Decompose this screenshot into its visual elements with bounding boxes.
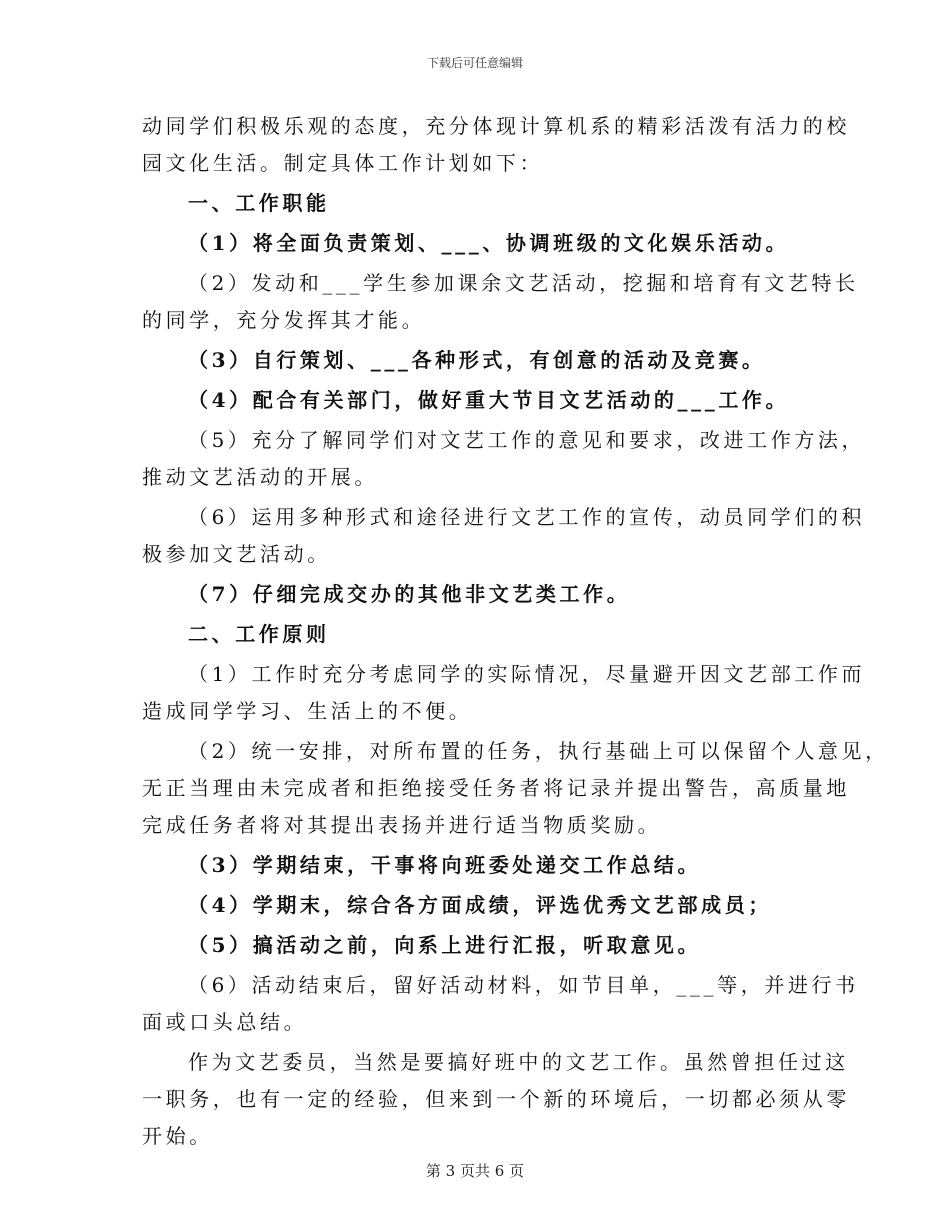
paragraph: [142, 382, 822, 419]
text-line: （2）发动和___学生参加课余文艺活动，挖掘和培育有文艺特长: [188, 271, 859, 295]
text-line: （4）学期末，综合各方面成绩，评选优秀文艺部成员；: [188, 893, 772, 917]
text-line: （3）自行策划、___各种形式，有创意的活动及竞赛。: [188, 348, 766, 372]
page-number: 第 3 页共 6 页: [425, 1162, 525, 1180]
text-line: 无正当理由未完成者和拒绝接受任务者将记录并提出警告，高质量地: [142, 776, 850, 800]
text-line: 园文化生活。制定具体工作计划如下：: [142, 151, 544, 175]
text-line: 极参加文艺活动。: [142, 542, 331, 566]
text-line: 完成任务者将对其提出表扬并进行适当物质奖励。: [142, 813, 662, 837]
text-line: （2）统一安排，对所布置的任务，执行基础上可以保留个人意见，: [188, 739, 889, 763]
page-header: 下载后可任意编辑: [426, 56, 523, 70]
paragraph: [142, 576, 822, 613]
text-line: （6）活动结束后，留好活动材料，如节目单，___等，并进行书: [188, 973, 859, 997]
text-line: （5）搞活动之前，向系上进行汇报，听取意见。: [188, 933, 702, 957]
paragraph: [142, 422, 866, 496]
paragraph: [142, 847, 822, 884]
text-line: （7）仔细完成交办的其他非文艺类工作。: [188, 582, 631, 606]
text-line: （5）充分了解同学们对文艺工作的意见和要求，改进工作方法，: [188, 428, 866, 452]
text-line: 开始。: [142, 1124, 213, 1148]
text-line: （6）运用多种形式和途径进行文艺工作的宣传，动员同学们的积: [188, 505, 866, 529]
paragraph: [142, 108, 850, 182]
text-line: 造成同学学习、生活上的不便。: [142, 699, 473, 723]
text-line: （1）工作时充分考虑同学的实际情况，尽量避开因文艺部工作而: [188, 662, 866, 686]
paragraph: [142, 927, 822, 964]
text-line: 动同学们积极乐观的态度，充分体现计算机系的精彩活泼有活力的校: [142, 114, 850, 138]
text-line: 作为文艺委员，当然是要搞好班中的文艺工作。虽然曾担任过这: [188, 1050, 849, 1074]
text-line: 面或口头总结。: [142, 1010, 308, 1034]
document-body: [142, 108, 889, 1155]
text-line: （1）将全面负责策划、___、协调班级的文化娱乐活动。: [188, 231, 790, 255]
text-line: 一职务，也有一定的经验，但来到一个新的环境后，一切都必须从零: [142, 1087, 850, 1111]
text-line: （3）学期结束，干事将向班委处递交工作总结。: [188, 853, 702, 877]
paragraph: [142, 967, 859, 1041]
text-line: 的同学，充分发挥其才能。: [142, 308, 426, 332]
text-line: （4）配合有关部门，做好重大节目文艺活动的___工作。: [188, 388, 790, 412]
text-line: 二、工作原则: [188, 622, 330, 646]
text-line: 推动文艺活动的开展。: [142, 465, 378, 489]
paragraph: [142, 1044, 850, 1155]
paragraph: [142, 887, 822, 924]
paragraph: [142, 656, 866, 730]
text-line: 一、工作职能: [188, 191, 330, 215]
paragraph: [142, 265, 859, 339]
paragraph: [142, 342, 822, 379]
paragraph: [142, 733, 889, 844]
paragraph: [142, 225, 822, 262]
paragraph: [142, 185, 822, 222]
paragraph: [142, 499, 866, 573]
paragraph: [142, 616, 822, 653]
